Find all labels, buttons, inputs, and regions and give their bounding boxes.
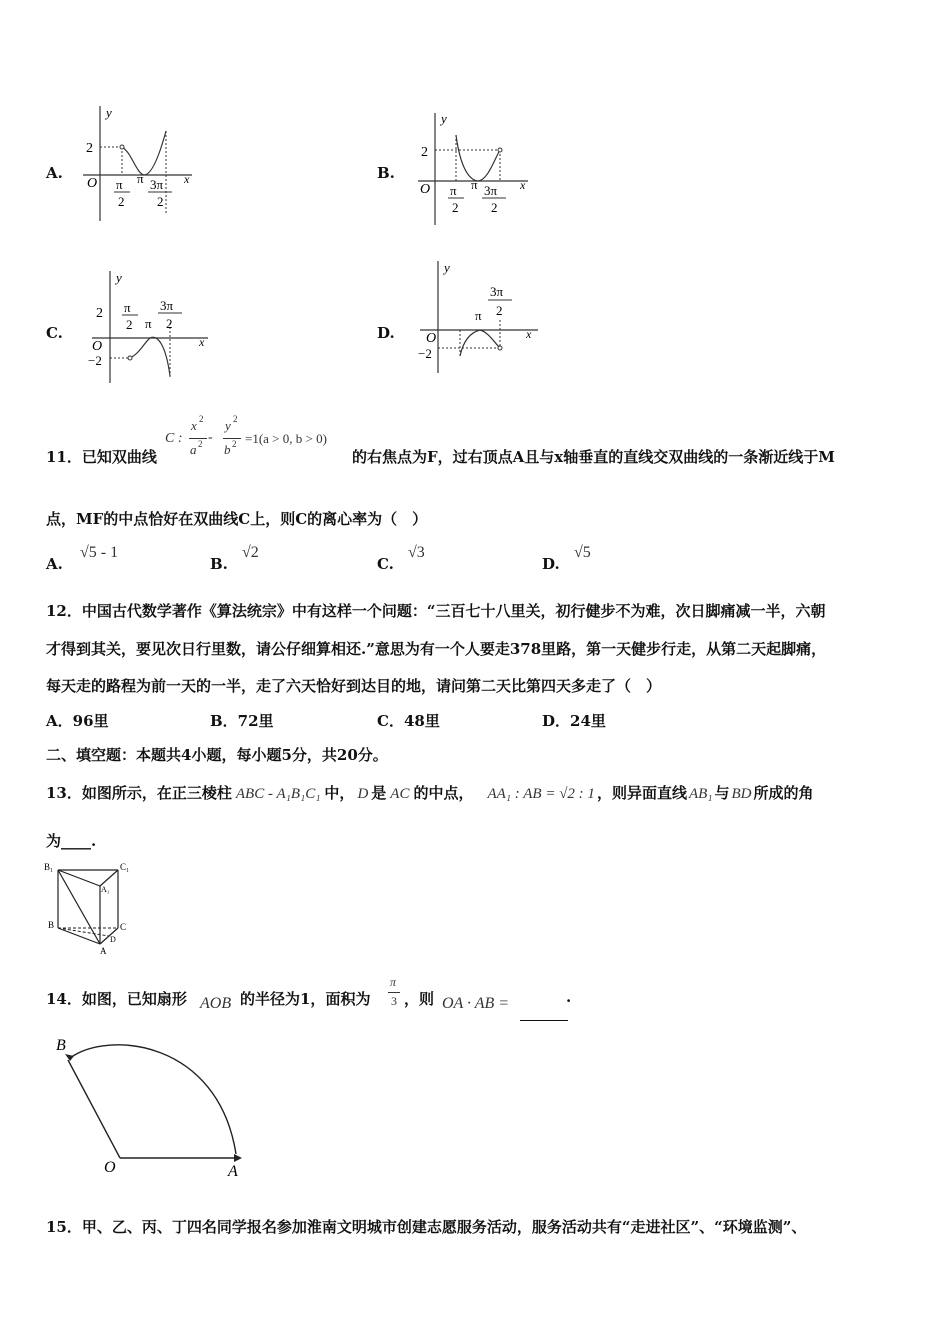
svg-text:C₁: C₁ [120,862,130,872]
sector-figure [48,1030,258,1180]
tick-3pi-num: 3π [150,177,164,192]
svg-text:B: B [48,920,55,930]
svg-text:π: π [145,316,152,331]
tick-pi-over-2-num: π [116,177,123,192]
q12-option-d[interactable]: D．24里 [542,712,606,730]
q11-option-c[interactable]: C. [377,555,394,573]
svg-text:B: B [56,1037,66,1054]
svg-text:3π: 3π [160,298,174,313]
q11-option-d[interactable]: D. [542,555,560,573]
q12-option-a[interactable]: A．96里 [46,712,109,730]
tick-2: 2 [86,141,93,156]
svg-text:π: π [124,300,131,315]
prism-figure [40,858,140,958]
q14-frac-bar [388,992,400,993]
q11-option-c-value: √3 [408,544,425,561]
tick-pi: π [137,171,144,186]
svg-text:2: 2 [491,200,498,215]
q13-line1: 13．如图所示，在正三棱柱 ABC - A₁B₁C₁ 中， D 是 AC 的中点， AA₁ : AB = √2 : 1 ，则异面直线 AB₁ 与 BD 所成的角 [46,784,814,802]
q11-option-a-value: √5 - 1 [80,544,119,561]
svg-text:−2: −2 [418,346,432,361]
q12-option-c[interactable]: C．48里 [377,712,440,730]
q11-number: 11．已知双曲线 [46,448,157,466]
svg-text:π: π [475,308,482,323]
svg-text:3π: 3π [490,284,504,299]
q12-line2: 才得到其关，要见次日行里数，请公仔细算相还.”意思为有一个人要走378里路，第一天健步行走，从第二天起脚痛， [46,640,827,658]
section-title: 二、填空题：本题共4小题，每小题5分，共20分。 [46,746,388,764]
q11-option-a[interactable]: A. [46,555,63,573]
q14-mid: 的半径为1，面积为 [240,990,371,1008]
q14-expr: OA · AB = [442,995,510,1012]
svg-text:2: 2 [496,303,503,318]
option-c-label[interactable]: C. [46,324,63,342]
tick-pi-over-2-den: 2 [118,194,125,209]
q11-formula: C : x 2 a 2 - y 2 b 2 =1(a > 0, b > 0) [165,414,327,457]
svg-text:2: 2 [166,316,173,331]
q13-line2: 为____. [46,832,97,850]
q14-prefix: 14．如图，已知扇形 [46,990,187,1008]
graph-d [414,258,544,378]
svg-text:O: O [426,331,437,346]
graph-a [78,103,198,223]
option-a-label[interactable]: A. [46,164,63,182]
x-label: x [184,172,190,186]
q14-suffix: . [566,988,572,1006]
svg-text:x: x [520,178,526,192]
graph-b [408,110,533,230]
svg-text:2: 2 [452,200,459,215]
tick-3pi-den: 2 [157,194,164,209]
svg-text:A₁: A₁ [101,885,110,894]
svg-text:C: C [120,922,127,932]
q11-option-d-value: √5 [574,544,591,561]
svg-text:x: x [526,327,532,341]
svg-text:O: O [92,339,103,354]
svg-text:2: 2 [421,145,428,160]
svg-text:π: π [450,183,457,198]
svg-text:y: y [116,270,122,285]
q15-line1: 15．甲、乙、丙、丁四名同学报名参加淮南文明城市创建志愿服务活动，服务活动共有“走进社区”、“环境监测”、 [46,1218,807,1236]
svg-text:A: A [100,946,107,956]
q14-aob: AOB [200,995,232,1012]
option-d-label[interactable]: D. [377,324,395,342]
svg-text:π: π [471,177,478,192]
svg-text:A: A [228,1163,238,1180]
svg-text:2: 2 [126,317,133,332]
y-label: y [106,105,112,120]
q11-option-b[interactable]: B. [210,555,228,573]
q12-option-b[interactable]: B．72里 [210,712,274,730]
q12-line1: 12．中国古代数学著作《算法统宗》中有这样一个问题：“三百七十八里关，初行健步不为难，次日脚痛减一半，六朝 [46,602,826,620]
q14-frac-num: π [390,975,397,989]
svg-text:D: D [110,935,116,944]
q14-mid2: ，则 [404,990,435,1008]
q12-line3: 每天走的路程为前一天的一半，走了六天恰好到达目的地，请问第二天比第四天多走了（ ） [46,677,662,695]
graph-c [84,268,214,388]
option-b-label[interactable]: B. [377,164,395,182]
q14-frac-den: 3 [391,994,397,1008]
q11-line2: 点，MF的中点恰好在双曲线C上，则C的离心率为（ ） [46,510,428,528]
q14-blank[interactable] [520,1006,568,1025]
q11-option-b-value: √2 [242,544,259,561]
svg-text:x: x [199,335,205,349]
svg-text:−2: −2 [88,353,102,368]
svg-text:y: y [441,111,447,126]
svg-text:O: O [420,182,431,197]
origin-label: O [87,176,98,191]
svg-text:3π: 3π [484,183,498,198]
svg-text:2: 2 [96,306,103,321]
q11-text: 的右焦点为F，过右顶点A且与x轴垂直的直线交双曲线的一条渐近线于M [352,448,835,466]
svg-text:O: O [104,1159,116,1176]
svg-text:y: y [444,260,450,275]
svg-text:B₁: B₁ [44,862,54,872]
